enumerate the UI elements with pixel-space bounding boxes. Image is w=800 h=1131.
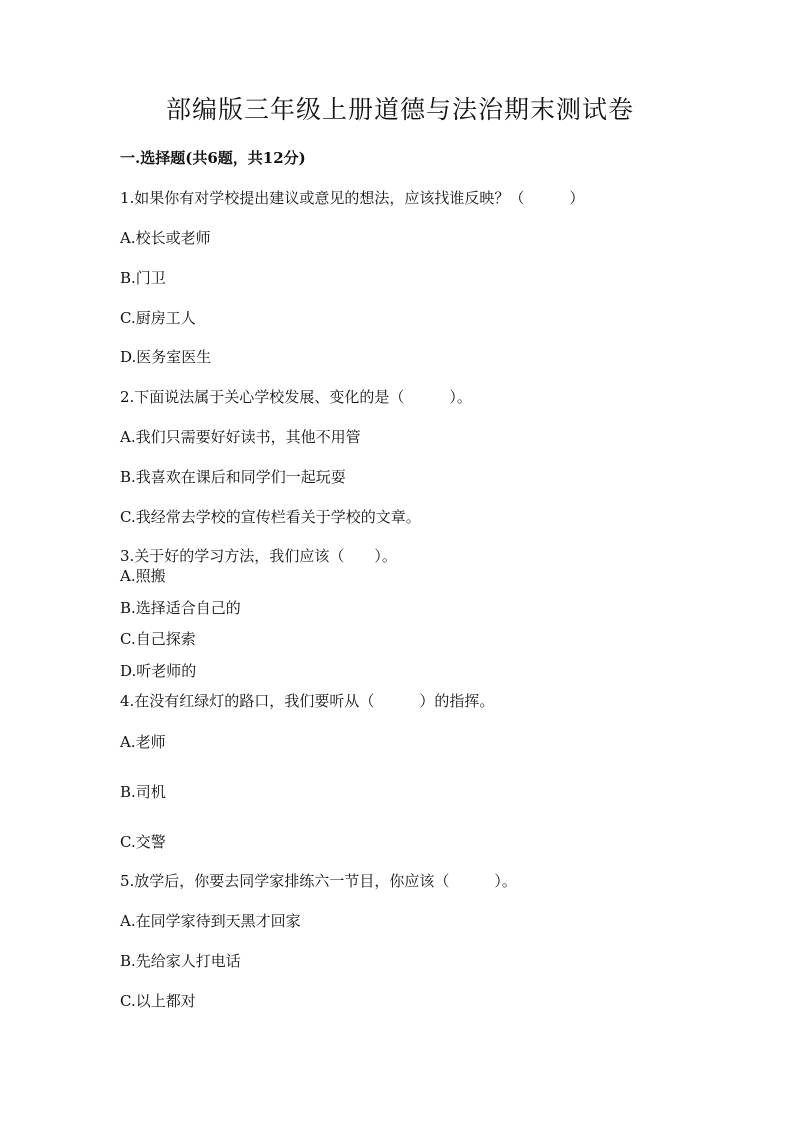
question-1-option-c: C.厨房工人 (120, 309, 196, 327)
question-1-stem: 1.如果你有对学校提出建议或意见的想法，应该找谁反映？（ ） (120, 189, 585, 207)
question-3-option-a: A.照搬 (120, 567, 166, 585)
question-1-option-d: D.医务室医生 (120, 348, 212, 366)
question-3-stem: 3.关于好的学习方法，我们应该（ ）。 (120, 547, 397, 565)
question-5-stem: 5.放学后，你要去同学家排练六一节目，你应该（ ）。 (120, 872, 517, 890)
question-3-option-b: B.选择适合自己的 (120, 599, 241, 617)
question-1-option-a: A.校长或老师 (120, 229, 211, 247)
question-4-option-b: B.司机 (120, 783, 166, 801)
section-heading: 一.选择题(共6题，共12分) (120, 149, 306, 167)
question-2-option-a: A.我们只需要好好读书，其他不用管 (120, 428, 361, 446)
question-5-option-c: C.以上都对 (120, 992, 196, 1010)
question-4-stem: 4.在没有红绿灯的路口，我们要听从（ ）的指挥。 (120, 692, 495, 710)
question-5-option-b: B.先给家人打电话 (120, 952, 241, 970)
question-5-option-a: A.在同学家待到天黑才回家 (120, 912, 301, 930)
question-2-option-c: C.我经常去学校的宣传栏看关于学校的文章。 (120, 508, 421, 526)
question-4-option-a: A.老师 (120, 733, 166, 751)
question-4-option-c: C.交警 (120, 833, 166, 851)
question-2-stem: 2.下面说法属于关心学校发展、变化的是（ ）。 (120, 388, 472, 406)
page-title: 部编版三年级上册道德与法治期末测试卷 (165, 95, 634, 124)
question-2-option-b: B.我喜欢在课后和同学们一起玩耍 (120, 468, 346, 486)
question-3-option-d: D.听老师的 (120, 662, 197, 680)
question-3-option-c: C.自己探索 (120, 630, 196, 648)
question-1-option-b: B.门卫 (120, 269, 166, 287)
